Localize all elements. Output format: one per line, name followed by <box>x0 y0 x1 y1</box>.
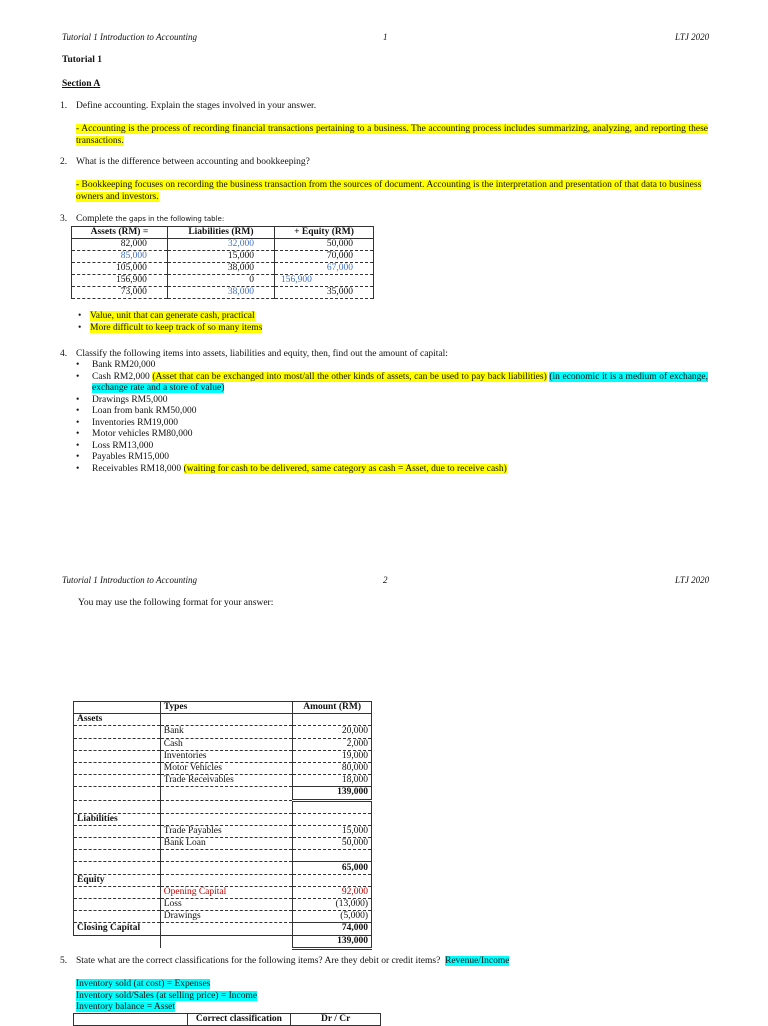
amount-cell: 92,000 <box>293 886 372 898</box>
type-cell: Opening Capital <box>160 886 292 898</box>
table-row <box>74 787 372 800</box>
table-header: Liabilities (RM) <box>167 227 274 239</box>
amount-cell: 19,000 <box>293 750 372 762</box>
q3-text-b: the gaps in the following table: <box>115 215 225 223</box>
table-row <box>74 886 372 898</box>
page1-page-number: 1 <box>383 32 388 42</box>
list-item <box>78 441 708 453</box>
amount-cell: 18,000 <box>293 775 372 787</box>
table-header: Dr / Cr <box>291 1014 381 1026</box>
q5-table <box>73 1013 381 1026</box>
table-cell: 35,000 <box>274 287 373 299</box>
note-text: More difficult to keep track of so many items <box>90 322 263 333</box>
item-text: Receivables RM18,000 <box>92 463 184 474</box>
table-cell: 70,000 <box>274 251 373 263</box>
table-row <box>74 775 372 787</box>
table-header: + Equity (RM) <box>274 227 373 239</box>
q3-text-a: Complete <box>76 214 116 224</box>
page-title: Tutorial 1 <box>62 55 103 65</box>
item-text: Loan from bank RM50,000 <box>92 406 197 416</box>
group-label-assets: Assets <box>74 714 161 726</box>
table-header: Types <box>160 702 292 714</box>
q2-answer-text: - Bookkeeping focuses on recording the business transaction from the sources of document. Accounting is the interpretation and presentation of that data to business owners and investors. <box>76 180 702 202</box>
group-label-equity: Equity <box>74 874 161 886</box>
note-text: Value, unit that can generate cash, practical <box>90 311 255 321</box>
table-row <box>72 251 374 263</box>
item-note-cyan: (in economic it is a medium of exchange, exchange rate and a store of value) <box>92 371 709 393</box>
table-cell-answer: 32,000 <box>167 239 274 251</box>
q3-text <box>76 214 224 224</box>
closing-capital-label: Closing Capital <box>74 923 161 935</box>
table-cell: 50,000 <box>274 239 373 251</box>
q5-note: Inventory sold (at cost) = Expenses <box>76 979 211 989</box>
item-text: Motor vehicles RM80,000 <box>92 429 193 439</box>
table-header: Assets (RM) = <box>72 227 168 239</box>
table-row <box>74 762 372 774</box>
grand-total: 139,000 <box>293 935 372 948</box>
table-row <box>74 850 372 862</box>
amount-cell: 50,000 <box>293 838 372 850</box>
table-row <box>74 935 372 948</box>
amount-cell: 15,000 <box>293 825 372 837</box>
list-item <box>76 311 262 323</box>
table-row <box>74 874 372 886</box>
q1-answer <box>76 124 708 147</box>
table-header: Correct classification <box>187 1014 291 1026</box>
item-text: Loss RM13,000 <box>92 440 154 451</box>
q5-number: 5. <box>60 956 68 966</box>
q2-text: What is the difference between accounting and bookkeeping? <box>76 157 310 167</box>
table-row <box>74 838 372 850</box>
page2-header-left: Tutorial 1 Introduction to Accounting <box>62 575 197 585</box>
list-item <box>76 323 262 335</box>
item-text: Cash RM2,000 <box>92 371 153 382</box>
type-cell: Trade Receivables <box>160 775 292 787</box>
equation-table <box>71 226 374 299</box>
q5-note: Inventory balance = Asset <box>76 1002 176 1012</box>
type-cell: Loss <box>160 899 292 911</box>
q5-note: Inventory sold/Sales (at selling price) = Income <box>76 990 258 1001</box>
list-item <box>78 360 708 372</box>
q5-notes <box>76 979 257 1014</box>
type-cell: Trade Payables <box>160 825 292 837</box>
type-cell: Inventories <box>160 750 292 762</box>
table-row <box>72 275 374 287</box>
list-item <box>78 395 708 407</box>
q4-number: 4. <box>60 349 68 359</box>
q3-notes <box>76 311 262 334</box>
list-item <box>78 464 708 476</box>
q5-question: State what are the correct classifications for the following items? Are they debit or credit items? <box>76 956 441 966</box>
section-heading: Section A <box>62 79 101 89</box>
table-header-row <box>74 702 372 714</box>
list-item <box>78 452 708 464</box>
type-cell: Motor Vehicles <box>160 762 292 774</box>
q5-tag: Revenue/Income <box>445 956 510 966</box>
item-text: Inventories RM19,000 <box>92 417 179 428</box>
q1-text: Define accounting. Explain the stages involved in your answer. <box>76 101 317 111</box>
q4-items <box>78 360 708 475</box>
list-item <box>78 406 708 418</box>
item-text: Payables RM15,000 <box>92 452 170 462</box>
amount-cell: 20,000 <box>293 726 372 738</box>
item-text: Drawings RM5,000 <box>92 394 168 405</box>
table-cell: 15,000 <box>167 251 274 263</box>
type-cell: Bank Loan <box>160 838 292 850</box>
table-header: Amount (RM) <box>293 702 372 714</box>
table-row <box>74 825 372 837</box>
q1-answer-text: - Accounting is the process of recording financial transactions pertaining to a business. The accounting process includes summarizing, analyzing, and reporting these transactions. <box>76 124 708 146</box>
assets-total: 139,000 <box>293 787 372 800</box>
liabilities-total: 65,000 <box>293 862 372 874</box>
list-item <box>78 429 708 441</box>
page1-header-right: LTJ 2020 <box>675 32 710 42</box>
table-cell-answer: 67,000 <box>274 263 373 275</box>
q5-text <box>76 956 509 966</box>
type-cell: Cash <box>160 738 292 750</box>
table-row <box>74 862 372 874</box>
amount-cell: (5,000) <box>293 911 372 923</box>
type-cell: Drawings <box>160 911 292 923</box>
table-row <box>74 911 372 923</box>
table-row <box>74 899 372 911</box>
classification-table <box>73 701 372 950</box>
table-cell: 105,000 <box>72 263 168 275</box>
amount-cell: (13,000) <box>293 899 372 911</box>
table-cell: 156,900 <box>72 275 168 287</box>
table-row <box>72 239 374 251</box>
q2-answer <box>76 180 708 203</box>
table-row <box>74 726 372 738</box>
table-row <box>74 813 372 825</box>
q3-number: 3. <box>60 214 68 224</box>
table-cell: 73,000 <box>72 287 168 299</box>
list-item <box>78 418 708 430</box>
page1-header-left: Tutorial 1 Introduction to Accounting <box>62 32 197 42</box>
type-cell: Bank <box>160 726 292 738</box>
list-item <box>78 372 708 395</box>
group-label-liabilities: Liabilities <box>74 813 161 825</box>
table-cell-answer: 38,000 <box>167 287 274 299</box>
amount-cell: 80,000 <box>293 762 372 774</box>
table-cell: 38,000 <box>167 263 274 275</box>
format-intro: You may use the following format for your answer: <box>78 598 274 608</box>
amount-cell: 2,000 <box>293 738 372 750</box>
table-row <box>74 738 372 750</box>
table-header-row <box>72 227 374 239</box>
closing-capital-total: 74,000 <box>293 923 372 935</box>
table-cell: 82,000 <box>72 239 168 251</box>
table-row <box>74 800 372 813</box>
table-cell-answer: 85,000 <box>72 251 168 263</box>
q1-number: 1. <box>60 101 68 111</box>
table-cell: 0 <box>167 275 274 287</box>
page2-header-right: LTJ 2020 <box>675 575 710 585</box>
table-row <box>74 750 372 762</box>
table-row <box>74 714 372 726</box>
table-row <box>72 287 374 299</box>
page2-page-number: 2 <box>383 575 388 585</box>
item-note: (Asset that can be exchanged into most/all the other kinds of assets, can be used to pay back liabilities) <box>152 371 547 382</box>
table-cell-answer: 156,900 <box>274 275 373 287</box>
item-note: (waiting for cash to be delivered, same category as cash = Asset, due to receive cash) <box>183 463 507 474</box>
table-row <box>72 263 374 275</box>
q4-text: Classify the following items into assets, liabilities and equity, then, find out the amount of capital: <box>76 349 448 359</box>
table-row <box>74 923 372 935</box>
item-text: Bank RM20,000 <box>92 360 156 370</box>
q2-number: 2. <box>60 157 68 167</box>
